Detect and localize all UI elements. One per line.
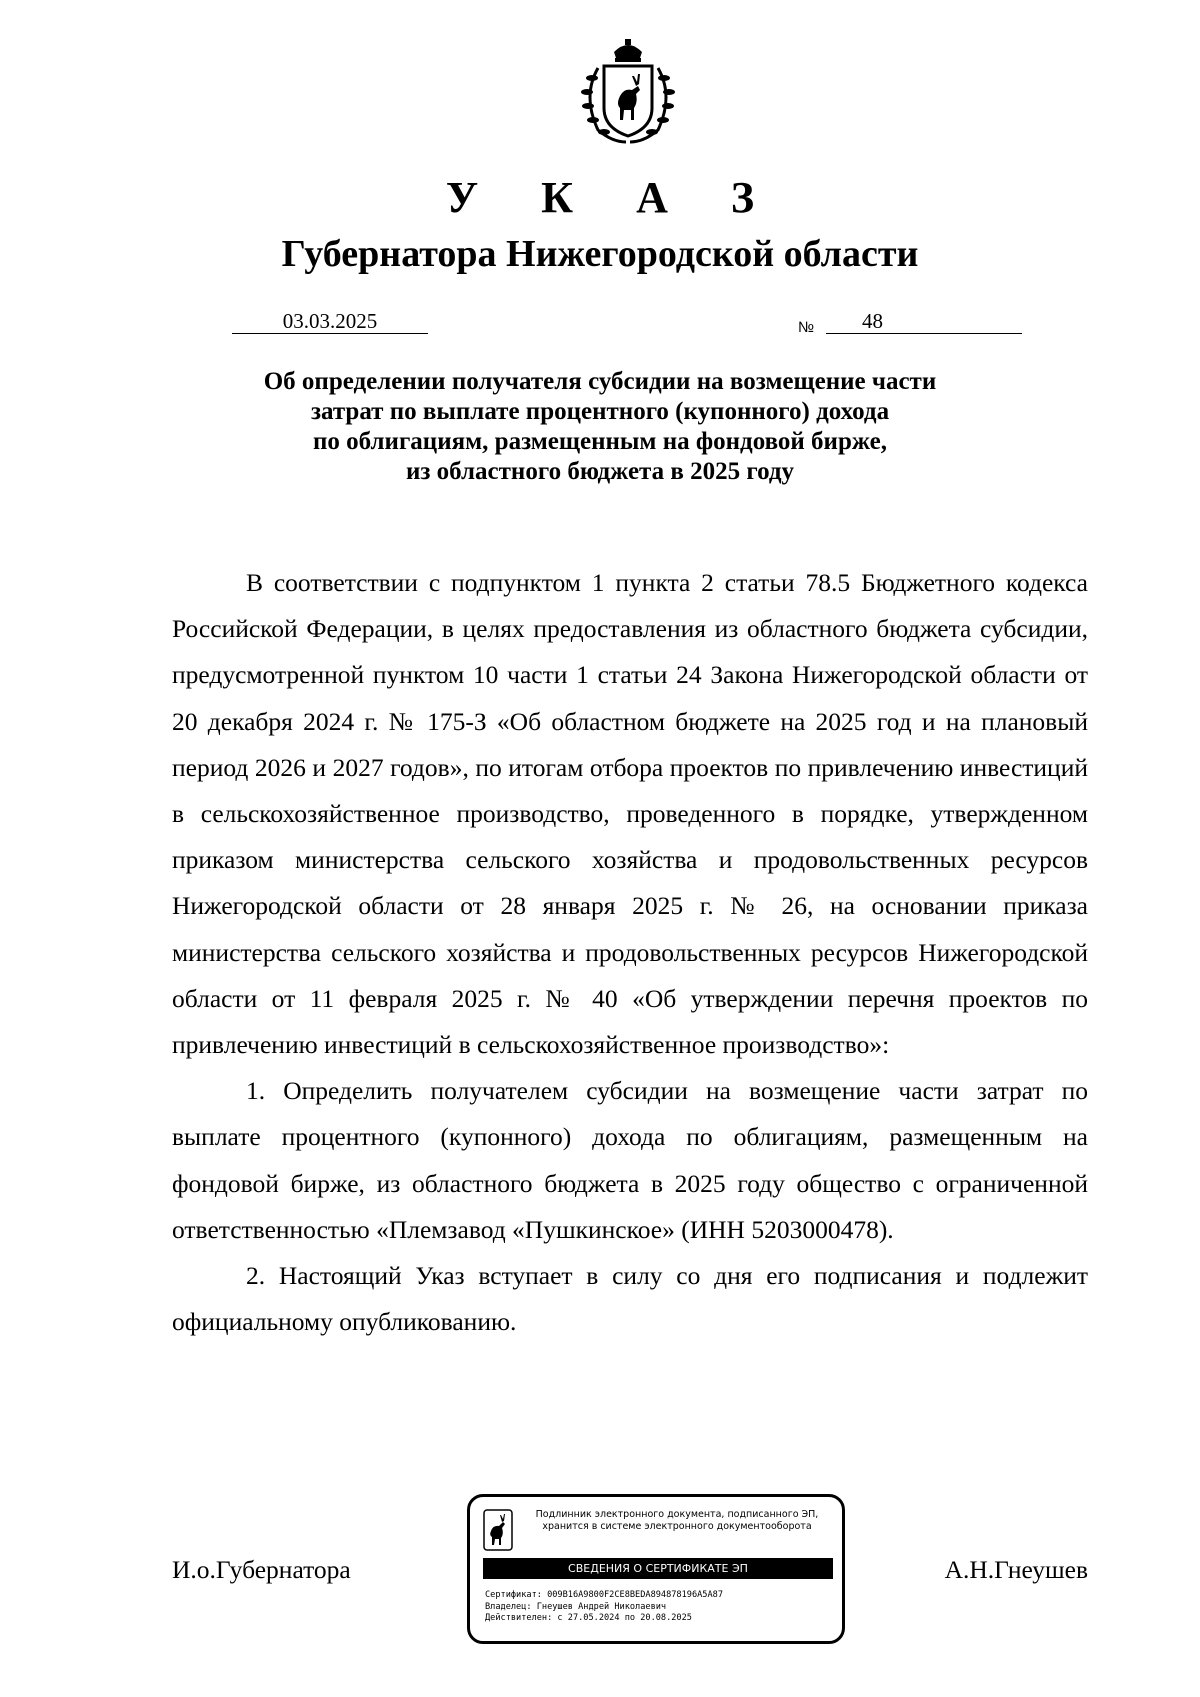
subject-line: из областного бюджета в 2025 году <box>405 458 795 485</box>
signer-position: И.о.Губернатора <box>172 1555 351 1584</box>
document-number: 48 <box>826 309 1022 334</box>
document-date: 03.03.2025 <box>232 309 428 334</box>
certificate-info-bar: СВЕДЕНИЯ О СЕРТИФИКАТЕ ЭП <box>483 1558 833 1579</box>
issuer-title: Губернатора Нижегородской области <box>281 233 919 275</box>
document-body <box>172 560 1088 1345</box>
electronic-signature-stamp <box>467 1494 845 1644</box>
stamp-original-note <box>518 1509 836 1533</box>
document-type-title: У К А З <box>445 173 781 222</box>
document-subject <box>180 367 1020 487</box>
subject-line: затрат по выплате процентного (купонного) дохода <box>310 398 890 425</box>
subject-line: Об определении получателя субсидии на возмещение части <box>263 368 937 395</box>
certificate-owner: Владелец: Гнеушев Андрей Николаевич <box>485 1601 667 1612</box>
certificate-validity: Действителен: с 27.05.2024 по 20.08.2025 <box>485 1613 692 1623</box>
signer-name: А.Н.Гнеушев <box>944 1555 1088 1584</box>
certificate-number: Сертификат: 009B16A9800F2CE8BEDA894878196A5A87 <box>485 1590 723 1600</box>
number-sign: № <box>798 319 815 336</box>
stamp-note-line: хранится в системе электронного документооборота <box>542 1521 812 1532</box>
item-1-paragraph: 1. Определить получателем субсидии на возмещение части затрат по выплате процентного (купонного) дохода по облигациям, размещенным на фондовой бирже, из областного бюджета в 2025 году общество с ограниченной ответственностью «Племзавод «Пушкинское» (ИНН 5203000478). <box>172 1076 1088 1244</box>
item-2-paragraph: 2. Настоящий Указ вступает в силу со дня его подписания и подлежит официальному опубликованию. <box>172 1261 1088 1337</box>
stamp-note-line: Подлинник электронного документа, подписанного ЭП, <box>535 1509 819 1520</box>
certificate-details <box>485 1590 723 1625</box>
preamble-paragraph: В соответствии с подпунктом 1 пункта 2 статьи 78.5 Бюджетного кодекса Российской Федерации, в целях предоставления из областного бюджета субсидии, предусмотренной пунктом 10 части 1 статьи 24 Закона Нижегородской области от 20 декабря 2024 г. № 175-З «Об областном бюджете на 2025 год и на плановый период 2026 и 2027 годов», по итогам отбора проектов по привлечению инвестиций в сельскохозяйственное производство, проведенного в порядке, утвержденном приказом министерства сельского хозяйства и продовольственных ресурсов Нижегородской области от 28 января 2025 г. № 26, на основании приказа министерства сельского хозяйства и продовольственных ресурсов Нижегородской области от 11 февраля 2025 г. № 40 «Об утверждении перечня проектов по привлечению инвестиций в сельскохозяйственное производство»: <box>172 568 1088 1060</box>
deer-emblem-icon <box>483 1509 513 1551</box>
subject-line: по облигациям, размещенным на фондовой бирже, <box>312 428 888 455</box>
coat-of-arms-emblem <box>568 38 688 146</box>
